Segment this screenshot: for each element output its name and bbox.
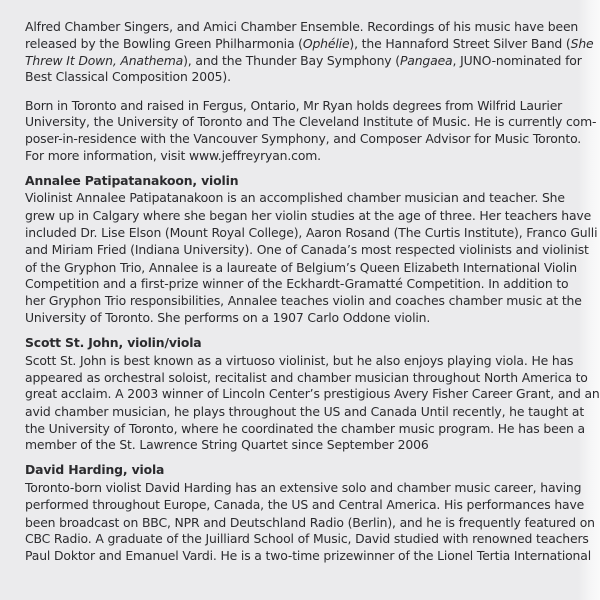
text-line: [25, 530, 589, 547]
text-segment: , JUNO-nominated for: [452, 53, 582, 68]
text-line: [25, 147, 491, 164]
text-line: [25, 68, 491, 85]
text-segment: the University of Toronto, where he coordinated the chamber music program. He has been a: [25, 421, 585, 436]
text-line: [25, 514, 595, 531]
text-line: [25, 420, 585, 437]
section-heading: [25, 172, 491, 189]
text-line: [25, 224, 598, 241]
text-segment: Born in Toronto and raised in Fergus, Ontario, Mr Ryan holds degrees from Wilfrid Laurier: [25, 98, 563, 113]
text-segment: University, the University of Toronto and The Cleveland Institute of Music. He is currently com-: [25, 114, 597, 129]
text-line: [25, 113, 597, 130]
text-segment: CBC Radio. A graduate of the Juilliard School of Music, David studied with renowned teachers: [25, 531, 589, 546]
text-segment: released by the Bowling Green Philharmonia (: [25, 36, 303, 51]
text-segment: David Harding, viola: [25, 462, 165, 477]
section-heading: [25, 461, 491, 478]
text-segment: Scott St. John is best known as a virtuoso violinist, but he also enjoys playing viola. He has: [25, 353, 574, 368]
text-line: [25, 52, 582, 69]
text-segment: Best Classical Composition 2005).: [25, 69, 231, 84]
text-segment: ), and the Thunder Bay Symphony (: [183, 53, 400, 68]
text-segment: Toronto-born violist David Harding has an extensive solo and chamber music career, having: [25, 480, 582, 495]
text-line: [25, 97, 563, 114]
text-line: [25, 241, 589, 258]
text-line: [25, 35, 594, 52]
italic-title: Pangaea: [399, 53, 453, 68]
text-line: [25, 189, 565, 206]
text-segment: been broadcast on BBC, NPR and Deutschland Radio (Berlin), and he is frequently featured on: [25, 515, 595, 530]
text-segment: Scott St. John, violin/viola: [25, 335, 202, 350]
text-line: [25, 403, 585, 420]
text-segment: performed throughout Europe, Canada, the US and Central America. His performances have: [25, 497, 585, 512]
text-segment: grew up in Calgary where she began her violin studies at the age of three. Her teachers have: [25, 208, 592, 223]
text-line: [25, 309, 491, 326]
text-line: [25, 479, 582, 496]
text-segment: Alfred Chamber Singers, and Amici Chamber Ensemble. Recordings of his music have been: [25, 19, 579, 34]
text-segment: University of Toronto. She performs on a 1907 Carlo Oddone violin.: [25, 310, 431, 325]
text-segment: appeared as orchestral soloist, recitalist and chamber musician throughout North America to: [25, 370, 588, 385]
text-segment: her Gryphon Trio responsibilities, Annalee teaches violin and coaches chamber music at the: [25, 293, 582, 308]
text-segment: Competition and a first-prize winner of the Eckhardt-Gramatté Competition. In addition to: [25, 276, 569, 291]
italic-title: Ophélie: [302, 36, 350, 51]
text-segment: Violinist Annalee Patipatanakoon is an accomplished chamber musician and teacher. She: [25, 190, 565, 205]
text-line: [25, 275, 569, 292]
text-line: [25, 130, 582, 147]
text-line: [25, 207, 592, 224]
text-segment: Annalee Patipatanakoon, violin: [25, 173, 239, 188]
text-segment: member of the St. Lawrence String Quartet since September 2006: [25, 437, 429, 452]
text-line: [25, 369, 588, 386]
section-heading: [25, 334, 491, 351]
text-line: [25, 18, 579, 35]
text-segment: For more information, visit www.jeffreyryan.com.: [25, 148, 321, 163]
text-line: [25, 352, 574, 369]
text-segment: included Dr. Lise Elson (Mount Royal College), Aaron Rosand (The Curtis Institute), Franco Gulli: [25, 225, 598, 240]
text-line: [25, 292, 582, 309]
text-segment: avid chamber musician, he plays throughout the US and Canada Until recently, he taught at: [25, 404, 585, 419]
text-line: [25, 436, 491, 453]
text-line: [25, 496, 585, 513]
italic-title: She: [570, 36, 594, 51]
text-segment: and Miriam Fried (Indiana University). One of Canada’s most respected violinists and violinist: [25, 242, 589, 257]
text-segment: of the Gryphon Trio, Annalee is a laureate of Belgium’s Queen Elizabeth International Violin: [25, 260, 577, 275]
text-segment: great acclaim. A 2003 winner of Lincoln Center’s prestigious Avery Fisher Career Grant, and an: [25, 386, 600, 401]
text-line: [25, 385, 600, 402]
text-line: [25, 259, 577, 276]
text-segment: poser-in-residence with the Vancouver Symphony, and Composer Advisor for Music Toronto.: [25, 131, 582, 146]
text-line: [25, 547, 591, 564]
italic-title: Threw It Down, Anathema: [25, 53, 184, 68]
text-segment: Paul Doktor and Emanuel Vardi. He is a two-time prizewinner of the Lionel Tertia International: [25, 548, 591, 563]
text-segment: ), the Hannaford Street Silver Band (: [349, 36, 571, 51]
